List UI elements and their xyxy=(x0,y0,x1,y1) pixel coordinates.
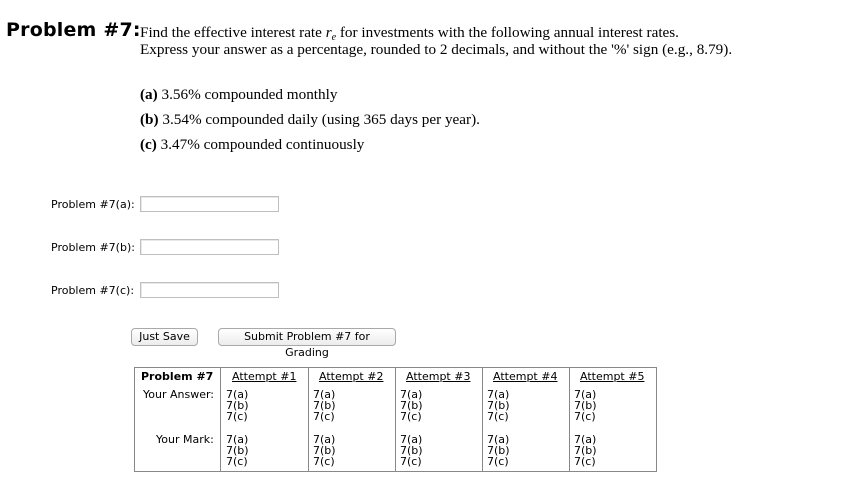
attempt-1-link[interactable]: Attempt #1 xyxy=(232,370,297,383)
part-b: (b) 3.54% compounded daily (using 365 days per year). xyxy=(140,111,480,128)
attempts-table-title: Problem #7 xyxy=(141,370,214,383)
answer-label-a: Problem #7(a): xyxy=(51,198,135,211)
answer-label-c: Problem #7(c): xyxy=(51,284,135,297)
part-a: (a) 3.56% compounded monthly xyxy=(140,86,338,103)
problem-heading: Problem #7: xyxy=(6,19,141,41)
attempt-5-answers: 7(a) 7(b) 7(c) xyxy=(574,388,597,423)
answer-label-b: Problem #7(b): xyxy=(51,241,135,254)
your-answer-label: Your Answer: xyxy=(143,388,215,401)
table-divider xyxy=(482,368,483,471)
attempt-2-link[interactable]: Attempt #2 xyxy=(319,370,384,383)
table-divider xyxy=(308,368,309,471)
attempts-table xyxy=(134,367,657,472)
description-line-2: Express your answer as a percentage, rounded to 2 decimals, and without the '%' sign (e.g., 8.79). xyxy=(140,41,733,58)
attempt-2-answers: 7(a) 7(b) 7(c) xyxy=(313,388,336,423)
attempt-5-link[interactable]: Attempt #5 xyxy=(580,370,645,383)
description-line-1: Find the effective interest rate $r_e$ for investments with the following annual interest rates. xyxy=(140,24,679,43)
attempt-2-marks: 7(a) 7(b) 7(c) xyxy=(313,433,336,468)
attempt-4-link[interactable]: Attempt #4 xyxy=(493,370,558,383)
your-mark-label: Your Mark: xyxy=(156,433,214,446)
attempt-1-answers: 7(a) 7(b) 7(c) xyxy=(226,388,249,423)
attempt-3-link[interactable]: Attempt #3 xyxy=(406,370,471,383)
answer-input-a[interactable] xyxy=(140,196,279,212)
problem-description xyxy=(140,24,850,58)
attempt-3-marks: 7(a) 7(b) 7(c) xyxy=(400,433,423,468)
attempt-4-marks: 7(a) 7(b) 7(c) xyxy=(487,433,510,468)
attempt-3-answers: 7(a) 7(b) 7(c) xyxy=(400,388,423,423)
submit-grading-button[interactable]: Submit Problem #7 for Grading xyxy=(218,328,396,346)
attempt-5-marks: 7(a) 7(b) 7(c) xyxy=(574,433,597,468)
answer-input-b[interactable] xyxy=(140,239,279,255)
attempt-1-marks: 7(a) 7(b) 7(c) xyxy=(226,433,249,468)
variable-r-e: $r_e$ xyxy=(325,24,337,43)
answer-input-c[interactable] xyxy=(140,282,279,298)
attempt-4-answers: 7(a) 7(b) 7(c) xyxy=(487,388,510,423)
part-c: (c) 3.47% compounded continuously xyxy=(140,136,365,153)
table-divider xyxy=(220,368,221,471)
table-divider xyxy=(569,368,570,471)
problem-parts xyxy=(140,86,480,161)
just-save-button[interactable]: Just Save xyxy=(131,328,198,346)
table-divider xyxy=(395,368,396,471)
